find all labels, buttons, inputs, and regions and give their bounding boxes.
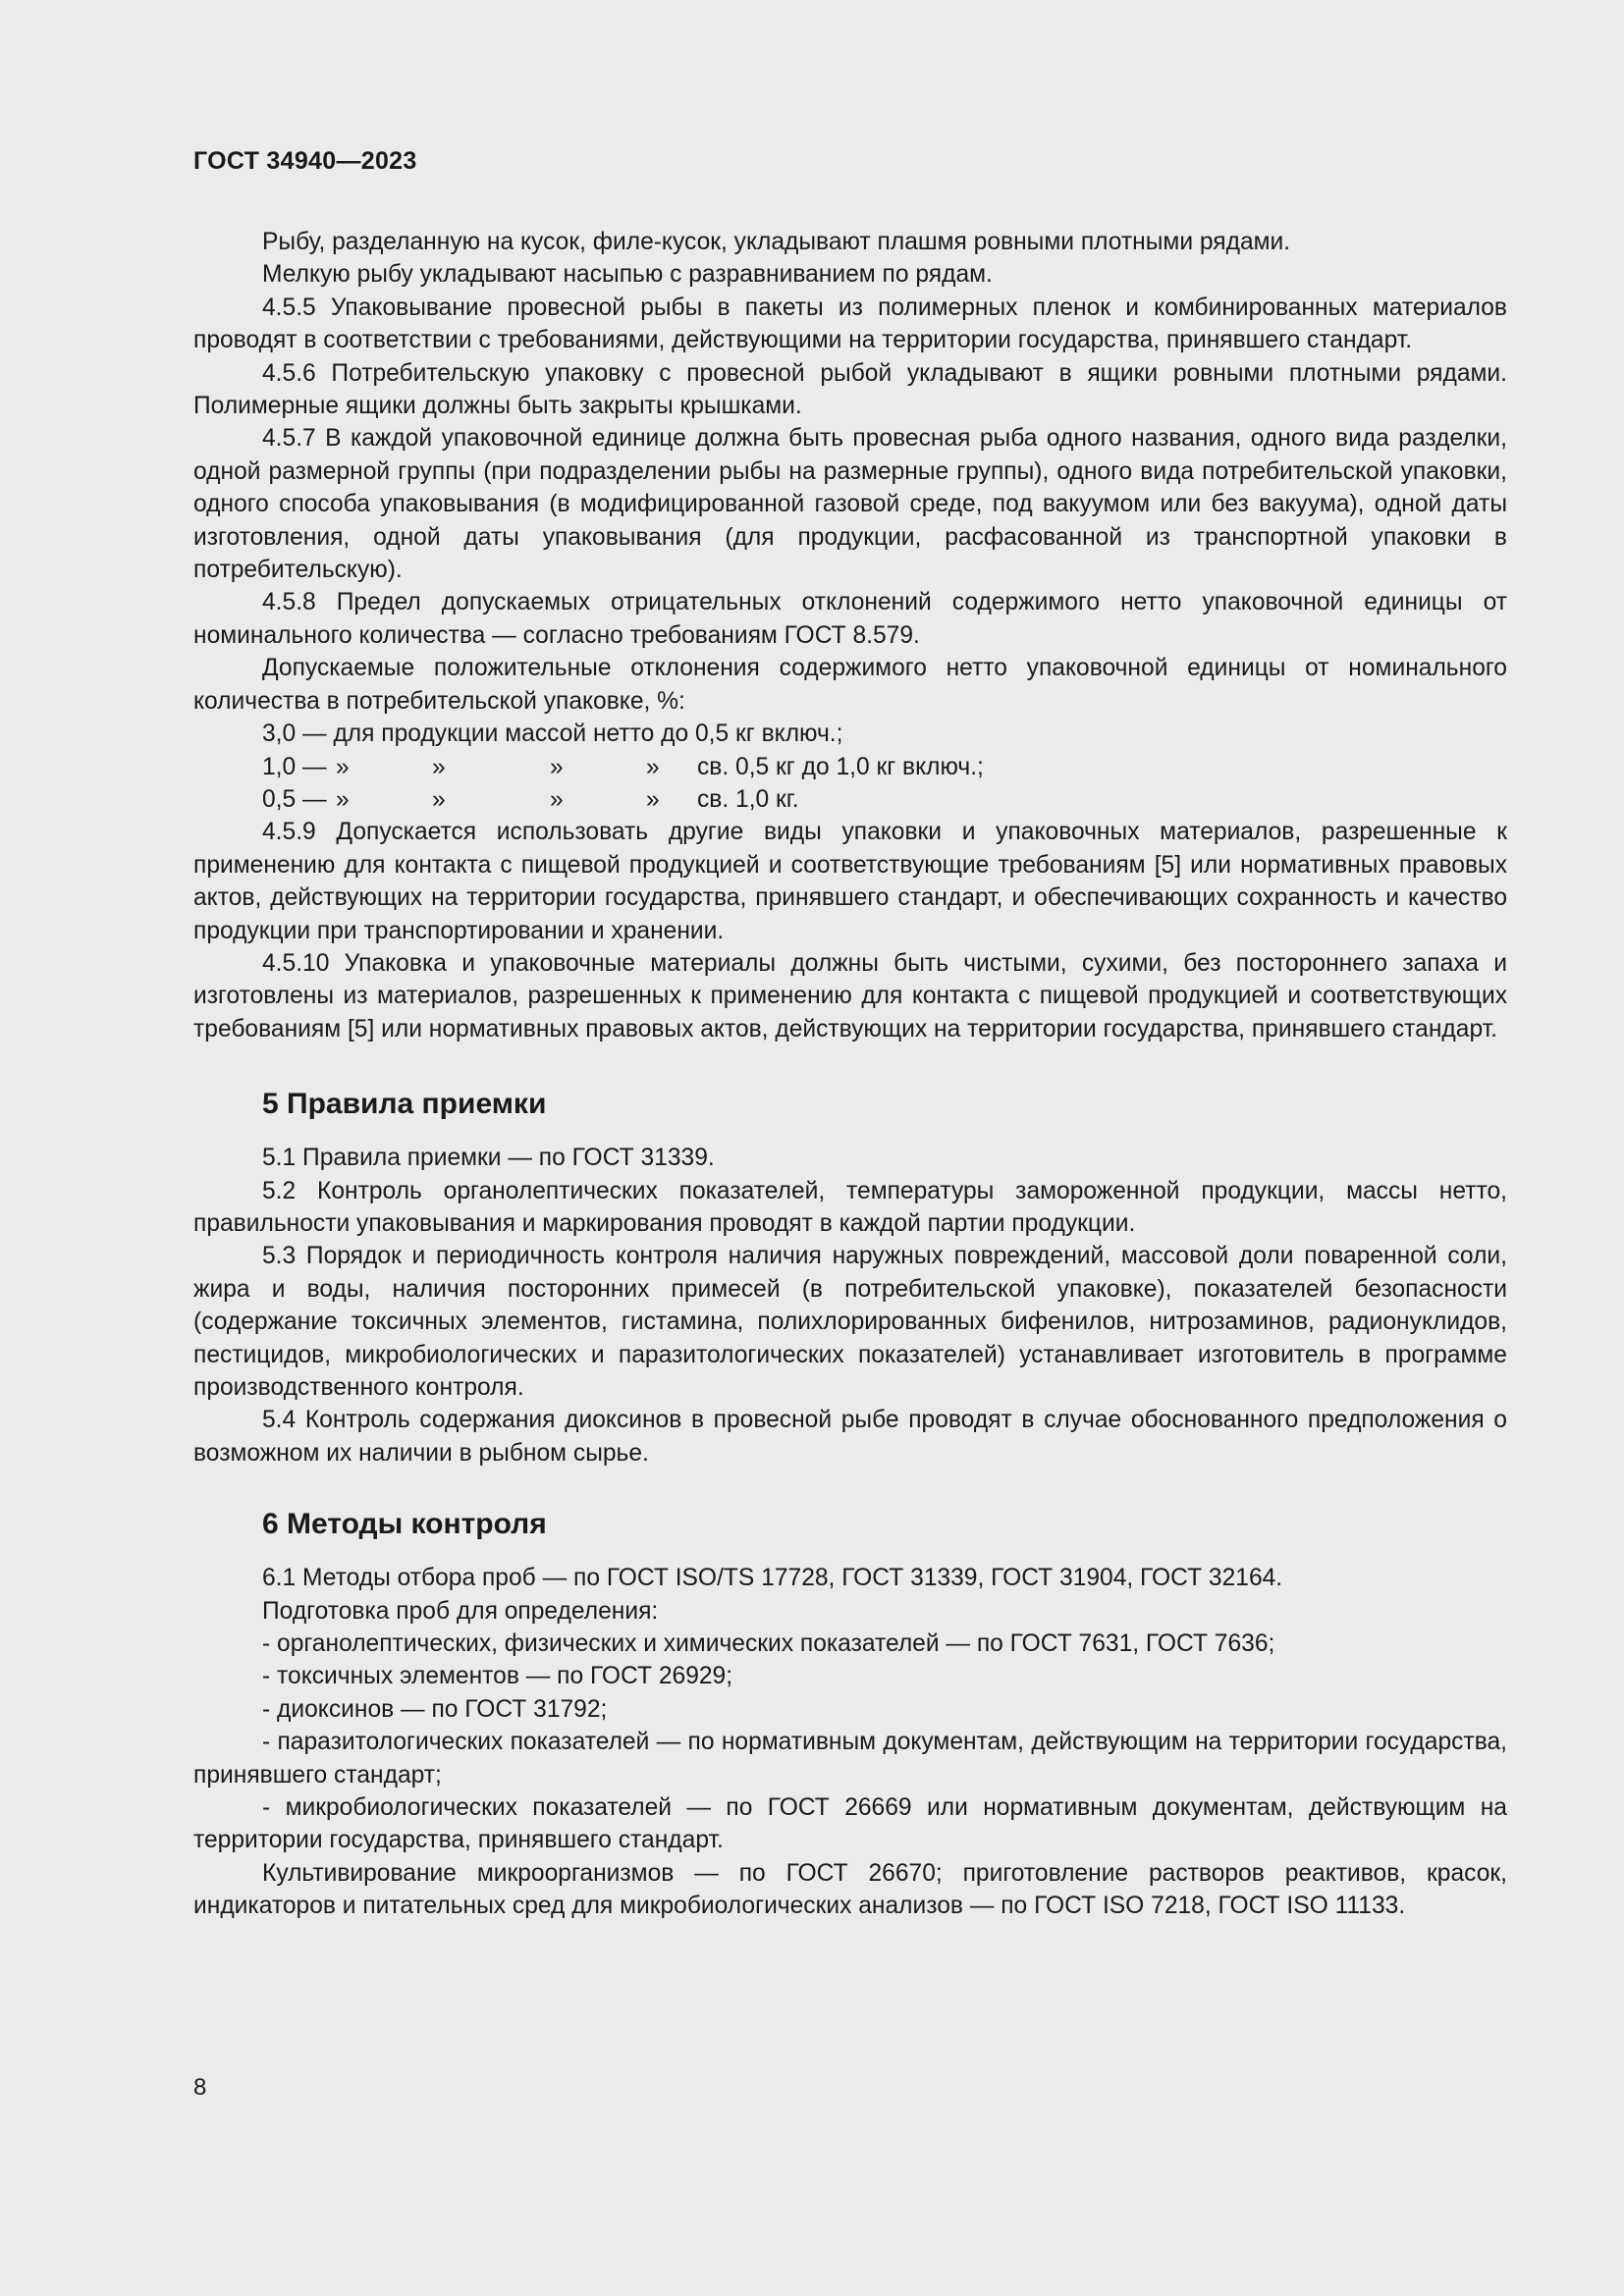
tolerance-value: 1,0 — — [262, 753, 327, 780]
clause-5-3: 5.3 Порядок и периодичность контроля наличия наружных повреждений, массовой доли поваренной соли, жира и воды, наличия посторонних примесей (в потребительской упаковке), показателей безопасности (содержание токсичных элементов, гистамина, полихлорированных бифенилов, нитрозаминов, радионуклидов, пестицидов, микробиологических и паразитологических показателей) устанавливает изготовитель в программе производственного контроля. — [193, 1243, 1507, 1401]
paragraph: Культивирование микроорганизмов — по ГОСТ 26670; приготовление растворов реактивов, красок, индикаторов и питательных сред для микробиологических анализов — по ГОСТ ISO 7218, ГОСТ ISO 11133. — [193, 1859, 1507, 1920]
tolerance-range: св. 1,0 кг. — [697, 785, 799, 813]
list-item: - органолептических, физических и химических показателей — по ГОСТ 7631, ГОСТ 7636; — [262, 1630, 1275, 1658]
tolerance-row-3 — [193, 783, 1507, 816]
section-6-heading: 6 Методы контроля — [262, 1508, 547, 1541]
list-item: - токсичных элементов — по ГОСТ 26929; — [262, 1663, 733, 1690]
list-item: - паразитологических показателей — по нормативным документам, действующим на территории государства, принявшего стандарт; — [193, 1729, 1507, 1789]
document-body — [193, 226, 1507, 1923]
clause-4-5-9: 4.5.9 Допускается использовать другие виды упаковки и упаковочных материалов, разрешенные к применению для контакта с пищевой продукцией и соответствующие требованиям [5] или нормативных правовых актов, действующих на территории государства, принявшего стандарт, и обеспечивающих сохранность и качество продукции при транспортировании и хранении. — [193, 819, 1507, 944]
tolerance-text: 3,0 — для продукции массой нетто до 0,5 кг включ.; — [262, 721, 843, 748]
ditto-mark: » — [550, 785, 564, 813]
clause-5-2: 5.2 Контроль органолептических показателей, температуры замороженной продукции, массы нетто, правильности упаковывания и маркирования проводят в каждой партии продукции. — [193, 1177, 1507, 1237]
ditto-mark: » — [336, 785, 350, 813]
clause-5-4: 5.4 Контроль содержания диоксинов в провесной рыбе проводят в случае обоснованного предположения о возможном их наличии в рыбном сырье. — [193, 1407, 1507, 1467]
clause-4-5-8: 4.5.8 Предел допускаемых отрицательных отклонений содержимого нетто упаковочной единицы от номинального количества — согласно требованиям ГОСТ 8.579. — [193, 589, 1507, 649]
ditto-mark: » — [646, 753, 660, 780]
section-5-heading: 5 Правила приемки — [262, 1088, 547, 1121]
clause-4-5-6: 4.5.6 Потребительскую упаковку с провесной рыбой укладывают в ящики ровными плотными рядами. Полимерные ящики должны быть закрыты крышками. — [193, 359, 1507, 420]
tolerance-row-2 — [193, 751, 1507, 783]
ditto-mark: » — [646, 785, 660, 813]
clause-4-5-5: 4.5.5 Упаковывание провесной рыбы в пакеты из полимерных пленок и комбинированных материалов проводят в соответствии с требованиями, действующими на территории государства, принявшего стандарт. — [193, 294, 1507, 354]
paragraph: Мелкую рыбу укладывают насыпью с разравниванием по рядам. — [262, 261, 993, 289]
paragraph: Рыбу, разделанную на кусок, филе-кусок, укладывают плашмя ровными плотными рядами. — [262, 229, 1291, 255]
ditto-mark: » — [550, 753, 564, 780]
document-header: ГОСТ 34940—2023 — [193, 147, 417, 175]
tolerance-range: св. 0,5 кг до 1,0 кг включ.; — [697, 753, 984, 780]
ditto-mark: » — [432, 785, 446, 813]
paragraph: Подготовка проб для определения: — [262, 1597, 659, 1625]
list-item: - диоксинов — по ГОСТ 31792; — [262, 1695, 608, 1723]
clause-6-1: 6.1 Методы отбора проб — по ГОСТ ISO/TS 17728, ГОСТ 31339, ГОСТ 31904, ГОСТ 32164. — [262, 1565, 1283, 1592]
tolerance-row-1 — [193, 718, 1507, 750]
clause-4-5-7: 4.5.7 В каждой упаковочной единице должна быть провесная рыба одного названия, одного вида разделки, одной размерной группы (при подразделении рыбы на размерные группы), одного вида потребительской упаковки, одного способа упаковывания (в модифицированной газовой среде, под вакуумом или без вакуума), одной даты изготовления, одной даты упаковывания (для продукции, расфасованной из транспортной упаковки в потребительскую). — [193, 425, 1507, 584]
clause-4-5-8-tolerances-intro: Допускаемые положительные отклонения содержимого нетто упаковочной единицы от номинального количества в потребительской упаковке, %: — [193, 655, 1507, 715]
tolerance-value: 0,5 — — [262, 785, 327, 813]
ditto-mark: » — [336, 753, 350, 780]
page-number: 8 — [193, 2074, 207, 2101]
ditto-mark: » — [432, 753, 446, 780]
clause-4-5-10: 4.5.10 Упаковка и упаковочные материалы должны быть чистыми, сухими, без постороннего запаха и изготовлены из материалов, разрешенных к применению для контакта с пищевой продукцией и соответствующих требованиям [5] или нормативных правовых актов, действующих на территории государства, принявшего стандарт. — [193, 949, 1507, 1042]
list-item: - микробиологических показателей — по ГОСТ 26669 или нормативным документам, действующим на территории государства, принявшего стандарт. — [193, 1794, 1507, 1854]
clause-5-1: 5.1 Правила приемки — по ГОСТ 31339. — [262, 1145, 715, 1172]
